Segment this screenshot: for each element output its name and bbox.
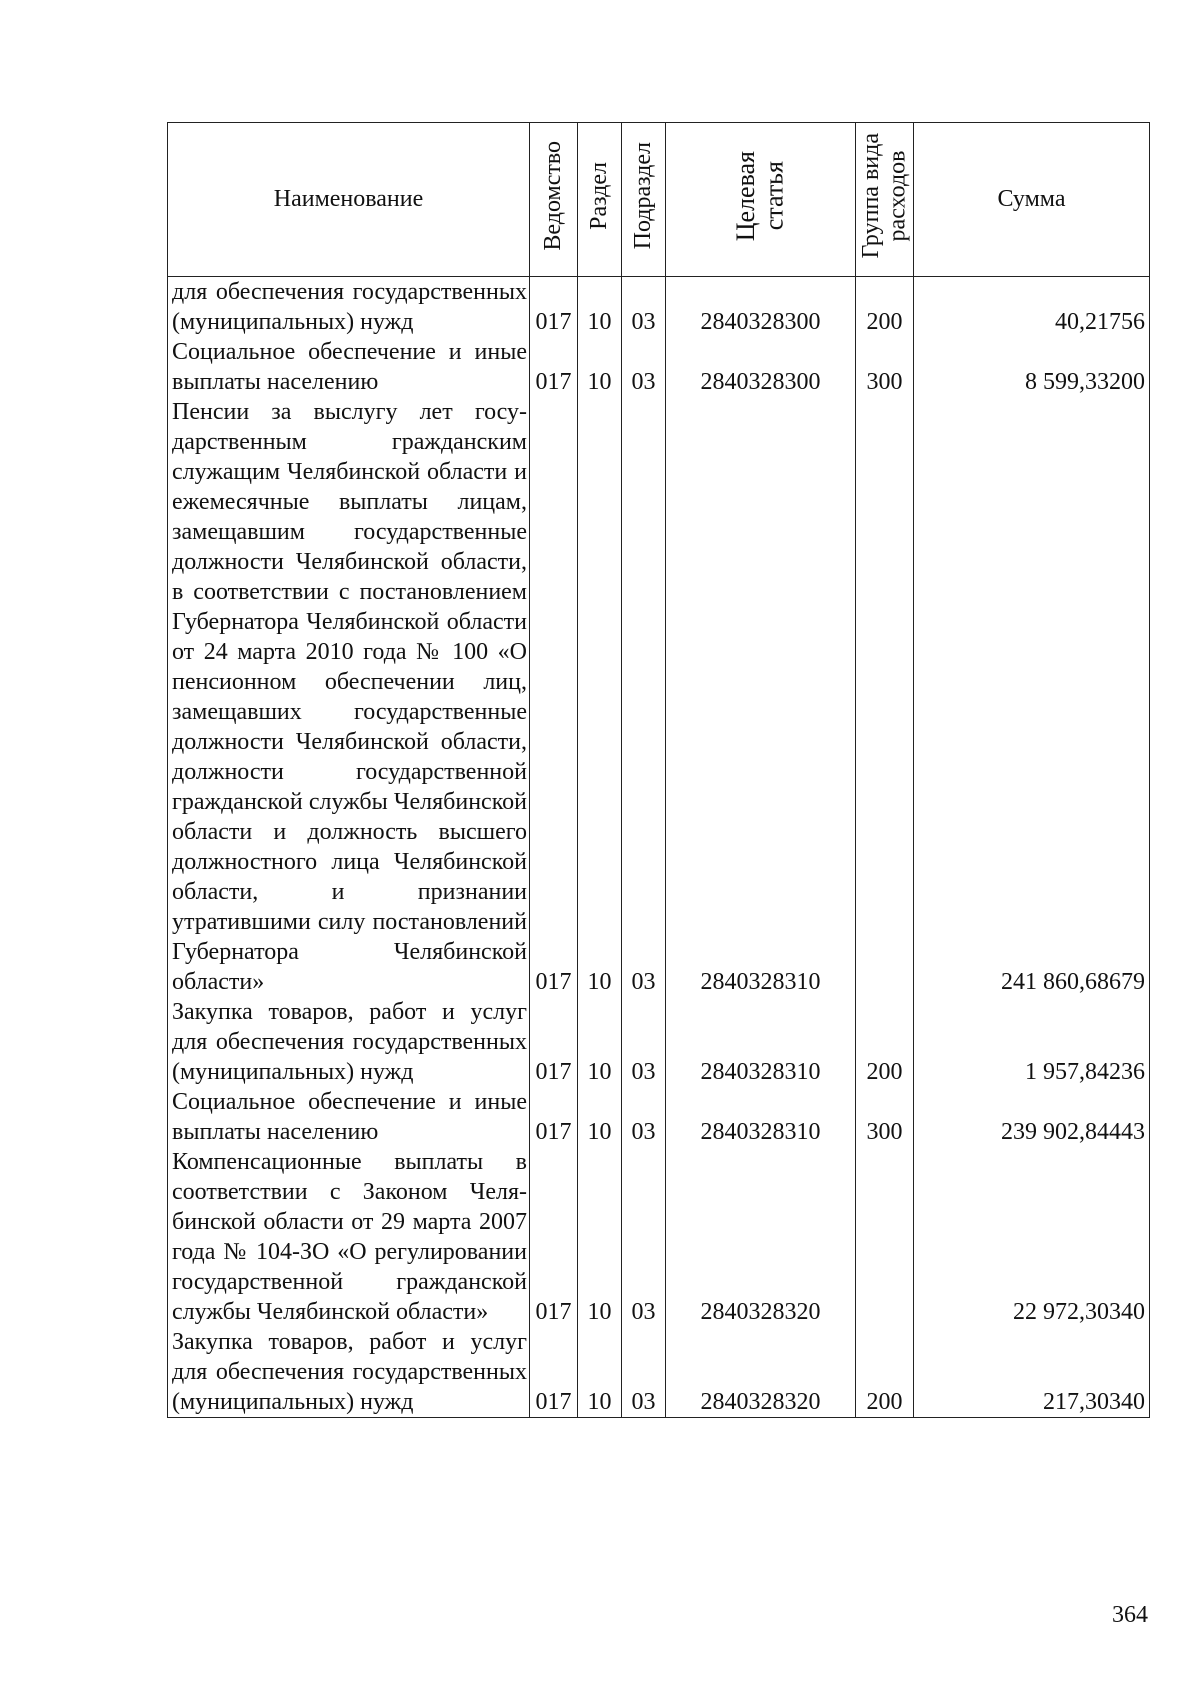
row-vid-rashodov: 300 bbox=[856, 337, 914, 397]
table-row bbox=[168, 337, 1150, 397]
row-name: Закупка товаров, работ и услуг для обеспечения государственных (муниципальных) нужд bbox=[168, 997, 530, 1087]
row-summa: 241 860,68679 bbox=[914, 397, 1150, 997]
row-celevaya-statya: 2840328300 bbox=[666, 277, 856, 338]
row-podrazdel: 03 bbox=[622, 1147, 666, 1327]
row-summa: 22 972,30340 bbox=[914, 1147, 1150, 1327]
row-celevaya-statya: 2840328320 bbox=[666, 1147, 856, 1327]
row-podrazdel: 03 bbox=[622, 337, 666, 397]
row-razdel: 10 bbox=[578, 397, 622, 997]
row-razdel: 10 bbox=[578, 1087, 622, 1147]
row-name: Пенсии за выслугу лет государственным гражданским служащим Челябинской области и ежемесячные выплаты лицам, замещавшим государственные должности Челябинской области, в соответствии с постановлением Губернатора Челябинской области от 24 марта 2010 года № 100 «О пенсионном обеспечении лиц, замещавших государственные должности Челябинской области, должности государственной гражданской службы Челябинской области и должность высшего должностного лица Челябинской области, и признании утратившими силу постановлений Губернатора Челябинской области» bbox=[168, 397, 530, 997]
row-razdel: 10 bbox=[578, 337, 622, 397]
table-row bbox=[168, 1147, 1150, 1327]
row-podrazdel: 03 bbox=[622, 997, 666, 1087]
header-vedomstvo: Ведомство bbox=[530, 123, 578, 277]
row-razdel: 10 bbox=[578, 1327, 622, 1418]
table-row bbox=[168, 277, 1150, 338]
row-celevaya-statya: 2840328310 bbox=[666, 997, 856, 1087]
header-row bbox=[168, 123, 1150, 277]
row-vedomstvo: 017 bbox=[530, 1147, 578, 1327]
row-name: Социальное обеспечение и иные выплаты населению bbox=[168, 1087, 530, 1147]
row-vedomstvo: 017 bbox=[530, 997, 578, 1087]
row-summa: 40,21756 bbox=[914, 277, 1150, 338]
row-vid-rashodov: 200 bbox=[856, 997, 914, 1087]
row-name: Закупка товаров, работ и услуг для обеспечения государственных (муниципальных) нужд bbox=[168, 1327, 530, 1418]
row-summa: 239 902,84443 bbox=[914, 1087, 1150, 1147]
row-celevaya-statya: 2840328310 bbox=[666, 397, 856, 997]
row-vedomstvo: 017 bbox=[530, 1087, 578, 1147]
row-vid-rashodov: 200 bbox=[856, 1327, 914, 1418]
row-razdel: 10 bbox=[578, 277, 622, 338]
row-vid-rashodov bbox=[856, 1147, 914, 1327]
row-vid-rashodov bbox=[856, 397, 914, 997]
header-podrazdel: Подраздел bbox=[622, 123, 666, 277]
row-podrazdel: 03 bbox=[622, 1327, 666, 1418]
budget-table bbox=[167, 122, 1150, 1418]
row-razdel: 10 bbox=[578, 997, 622, 1087]
header-summa: Сумма bbox=[914, 123, 1150, 277]
row-vedomstvo: 017 bbox=[530, 397, 578, 997]
row-celevaya-statya: 2840328320 bbox=[666, 1327, 856, 1418]
row-podrazdel: 03 bbox=[622, 277, 666, 338]
row-razdel: 10 bbox=[578, 1147, 622, 1327]
table-row bbox=[168, 1087, 1150, 1147]
row-vedomstvo: 017 bbox=[530, 337, 578, 397]
header-gruppa-vida-rashodov: Группа вида расходов bbox=[856, 123, 914, 277]
row-vid-rashodov: 200 bbox=[856, 277, 914, 338]
row-summa: 8 599,33200 bbox=[914, 337, 1150, 397]
row-celevaya-statya: 2840328310 bbox=[666, 1087, 856, 1147]
row-name: Социальное обеспечение и иные выплаты населению bbox=[168, 337, 530, 397]
table-row bbox=[168, 997, 1150, 1087]
row-summa: 1 957,84236 bbox=[914, 997, 1150, 1087]
row-name: для обеспечения государственных (муниципальных) нужд bbox=[168, 277, 530, 338]
header-razdel: Раздел bbox=[578, 123, 622, 277]
header-name: Наименование bbox=[168, 123, 530, 277]
table-row bbox=[168, 1327, 1150, 1418]
header-celevaya-statya: Целевая статья bbox=[666, 123, 856, 277]
row-summa: 217,30340 bbox=[914, 1327, 1150, 1418]
row-celevaya-statya: 2840328300 bbox=[666, 337, 856, 397]
row-podrazdel: 03 bbox=[622, 397, 666, 997]
row-vedomstvo: 017 bbox=[530, 277, 578, 338]
table-row bbox=[168, 397, 1150, 997]
row-name: Компенсационные выплаты в соответствии с Законом Челябинской области от 29 марта 2007 года № 104-ЗО «О регулировании государственной гражданской службы Челябинской области» bbox=[168, 1147, 530, 1327]
row-vid-rashodov: 300 bbox=[856, 1087, 914, 1147]
row-vedomstvo: 017 bbox=[530, 1327, 578, 1418]
row-podrazdel: 03 bbox=[622, 1087, 666, 1147]
page-number: 364 bbox=[1112, 1602, 1148, 1628]
